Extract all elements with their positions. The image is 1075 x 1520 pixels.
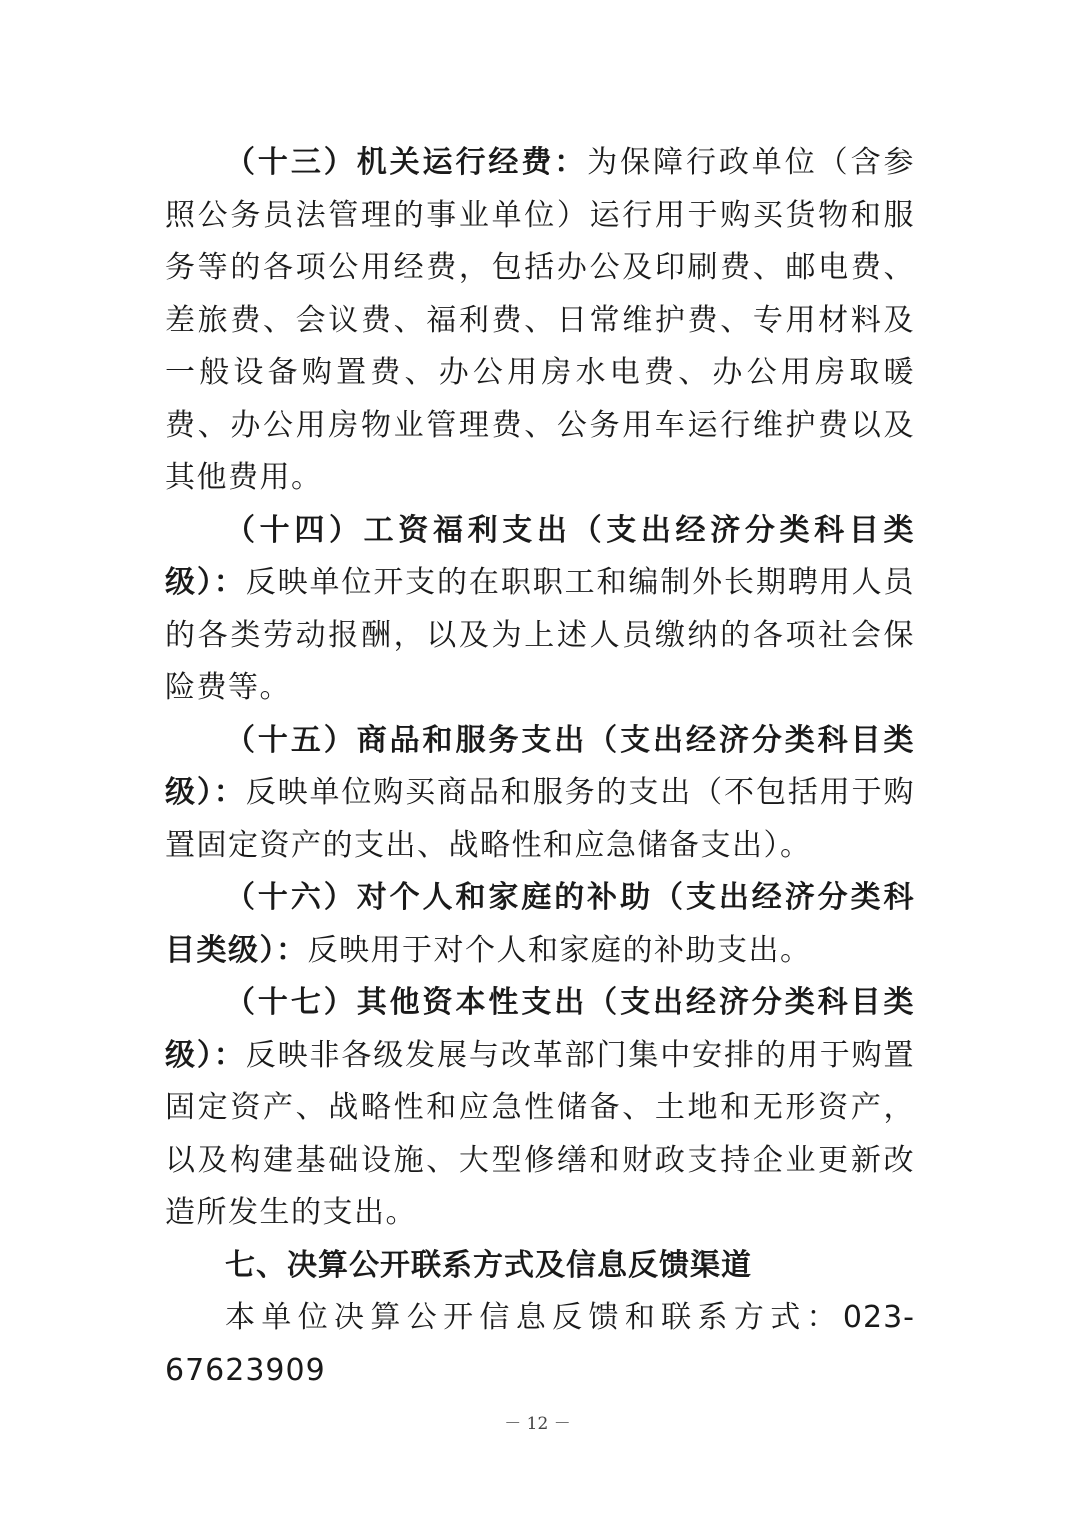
definition-paragraph-14 (165, 505, 915, 715)
page-body (165, 137, 915, 1397)
section-heading: 七、决算公开联系方式及信息反馈渠道 (225, 1247, 752, 1283)
definition-text: 反映用于对个人和家庭的补助支出。 (307, 932, 812, 968)
definition-paragraph-16 (165, 872, 915, 977)
definition-term: （十五）商品和服务支出（支出经济分类科目类级）： (165, 722, 915, 810)
definition-paragraph-13 (165, 137, 915, 505)
definition-term: （十四）工资福利支出（支出经济分类科目类级）： (165, 512, 915, 600)
definition-term: （十三）机关运行经费： (225, 145, 588, 180)
definition-text: 反映非各级发展与改革部门集中安排的用于购置固定资产、战略性和应急性储备、土地和无形资产，以及构建基础设施、大型修缮和财政支持企业更新改造所发生的支出。 (165, 1037, 916, 1230)
page-number: － 12 － (504, 1414, 571, 1434)
definition-term: （十六）对个人和家庭的补助（支出经济分类科目类级）： (165, 880, 915, 968)
definition-text: 为保障行政单位（含参照公务员法管理的事业单位）运行用于购买货物和服务等的各项公用经费，包括办公及印刷费、邮电费、差旅费、会议费、福利费、日常维护费、专用材料及一般设备购置费、办公用房水电费、办公用房取暖费、办公用房物业管理费、公务用车运行维护费以及其他费用。 (165, 145, 916, 495)
definition-text: 反映单位开支的在职职工和编制外长期聘用人员的各类劳动报酬，以及为上述人员缴纳的各项社会保险费等。 (165, 565, 916, 705)
definition-text: 反映单位购买商品和服务的支出（不包括用于购置固定资产的支出、战略性和应急储备支出）。 (165, 775, 916, 863)
definition-term: （十七）其他资本性支出（支出经济分类科目类级）： (165, 985, 915, 1073)
contact-info: 本单位决算公开信息反馈和联系方式：023-67623909 (165, 1300, 915, 1388)
definition-paragraph-15 (165, 715, 915, 873)
definition-paragraph-17 (165, 977, 915, 1240)
